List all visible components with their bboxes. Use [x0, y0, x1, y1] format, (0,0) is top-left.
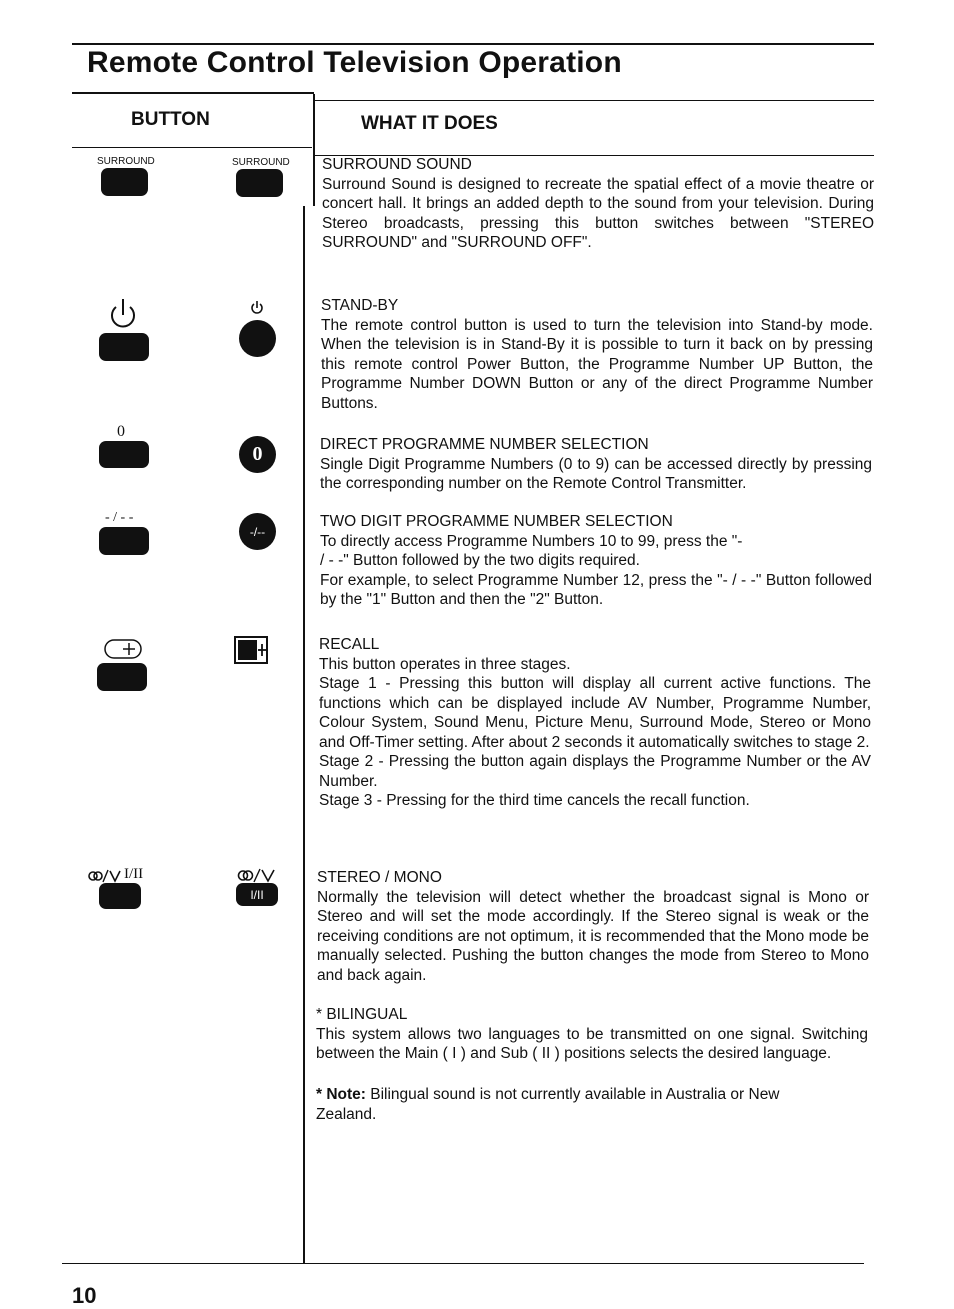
bilingual-text: This system allows two languages to be transmitted on one signal. Switching between the Main ( I ) and Sub ( II ) positions selects the desired language. [316, 1025, 868, 1062]
top-rule [72, 43, 874, 45]
header-rule-right [314, 100, 874, 101]
recall-button-left [97, 663, 147, 691]
power-icon-small [250, 300, 264, 314]
twodigit-heading: TWO DIGIT PROGRAMME NUMBER SELECTION [320, 513, 673, 530]
surround-left-label: SURROUND [97, 156, 155, 167]
power-icon [106, 297, 140, 331]
column-header-button: BUTTON [131, 109, 210, 130]
subheader-rule-left [72, 147, 312, 148]
recall-text-3: Stage 2 - Pressing the button again displays the Programme Number or the AV Number. [319, 753, 871, 790]
bilingual-heading: * BILINGUAL [316, 1006, 408, 1023]
note-text: Bilingual sound is not currently available in Australia or New Zealand. [316, 1086, 780, 1123]
direct-left-label: 0 [117, 423, 125, 440]
twodigit-text-2: For example, to select Programme Number 12, press the "- / - -" Button followed by the "1" Button and then the "2" Button. [320, 571, 872, 608]
column-divider [313, 94, 315, 206]
section-note [316, 1085, 816, 1124]
recall-icon-right [234, 636, 268, 664]
stereo-button-right-label: I/II [250, 887, 264, 902]
bottom-rule [62, 1263, 864, 1264]
direct-button-left [99, 441, 149, 468]
stereo-mono-icon [88, 869, 122, 883]
standby-text: The remote control button is used to turn the television into Stand-by mode. When the television is in Stand-By it is possible to turn it back on by pressing this remote control Power Button, the Programme Number UP Button, the Programme Number DOWN Button or any of the direct Programme Number Buttons. [321, 316, 873, 412]
surround-button-left [101, 168, 148, 196]
recall-text-2: Stage 1 - Pressing this button will display all current active functions. The functions which can be displayed include AV Number, Programme Number, Colour System, Sound Menu, Picture Menu, Surround Mode, Stereo or Mono and Off-Timer setting. After about 2 seconds it automatically switches to stage 2. [319, 675, 871, 751]
direct-button-right [239, 436, 276, 473]
surround-right-label: SURROUND [232, 157, 290, 168]
section-bilingual [316, 1005, 868, 1064]
twodigit-left-label: - / - - [105, 510, 134, 525]
stereo-left-label: I/II [124, 866, 144, 882]
surround-heading: SURROUND SOUND [322, 156, 472, 173]
twodigit-button-left [99, 527, 149, 555]
standby-button-right [239, 320, 276, 357]
section-twodigit [320, 512, 872, 610]
recall-text-4: Stage 3 - Pressing for the third time cancels the recall function. [319, 792, 750, 809]
standby-button-left [99, 333, 149, 361]
note-paragraph [316, 1085, 816, 1124]
recall-icon [104, 638, 142, 660]
direct-text: Single Digit Programme Numbers (0 to 9) can be accessed directly by pressing the corresponding number on the Remote Control Transmitter. [320, 455, 872, 492]
header-rule-left [72, 92, 314, 94]
page-number: 10 [72, 1283, 97, 1308]
section-stereo [317, 868, 869, 985]
direct-heading: DIRECT PROGRAMME NUMBER SELECTION [320, 436, 649, 453]
recall-heading: RECALL [319, 636, 380, 653]
section-standby [321, 296, 873, 413]
section-recall [319, 635, 871, 811]
stereo-text: Normally the television will detect whether the broadcast signal is Mono or Stereo and will set the mode accordingly. If the Stereo signal is weak or the receiving conditions are not optimum, it is recommended that the Mono mode be manually selected. Pushing the button changes the mode from Stereo to Mono and back again. [317, 888, 869, 984]
column-divider-lower [303, 206, 305, 1264]
surround-text: Surround Sound is designed to recreate the spatial effect of a movie theatre or concert hall. It brings an added depth to the sound from your television. During Stereo broadcasts, pressing this button switches between "STEREO SURROUND" and "SURROUND OFF". [322, 175, 874, 251]
surround-button-right [236, 169, 283, 197]
twodigit-text-1: To directly access Programme Numbers 10 to 99, press the "- / - -" Button followed by the two digits required. [320, 532, 743, 569]
page-title: Remote Control Television Operation [87, 46, 622, 79]
twodigit-button-right [239, 513, 276, 550]
section-surround [322, 155, 874, 253]
direct-button-right-label: 0 [252, 443, 263, 465]
section-direct [320, 435, 872, 494]
note-label: * Note: [316, 1086, 366, 1103]
standby-heading: STAND-BY [321, 297, 399, 314]
stereo-button-right [236, 883, 278, 906]
stereo-mono-icon-right [237, 868, 277, 883]
stereo-button-left [99, 883, 141, 909]
twodigit-button-right-label: -/-- [249, 524, 266, 539]
column-header-what-it-does: WHAT IT DOES [361, 113, 498, 134]
recall-text-1: This button operates in three stages. [319, 655, 571, 673]
stereo-heading: STEREO / MONO [317, 869, 442, 886]
